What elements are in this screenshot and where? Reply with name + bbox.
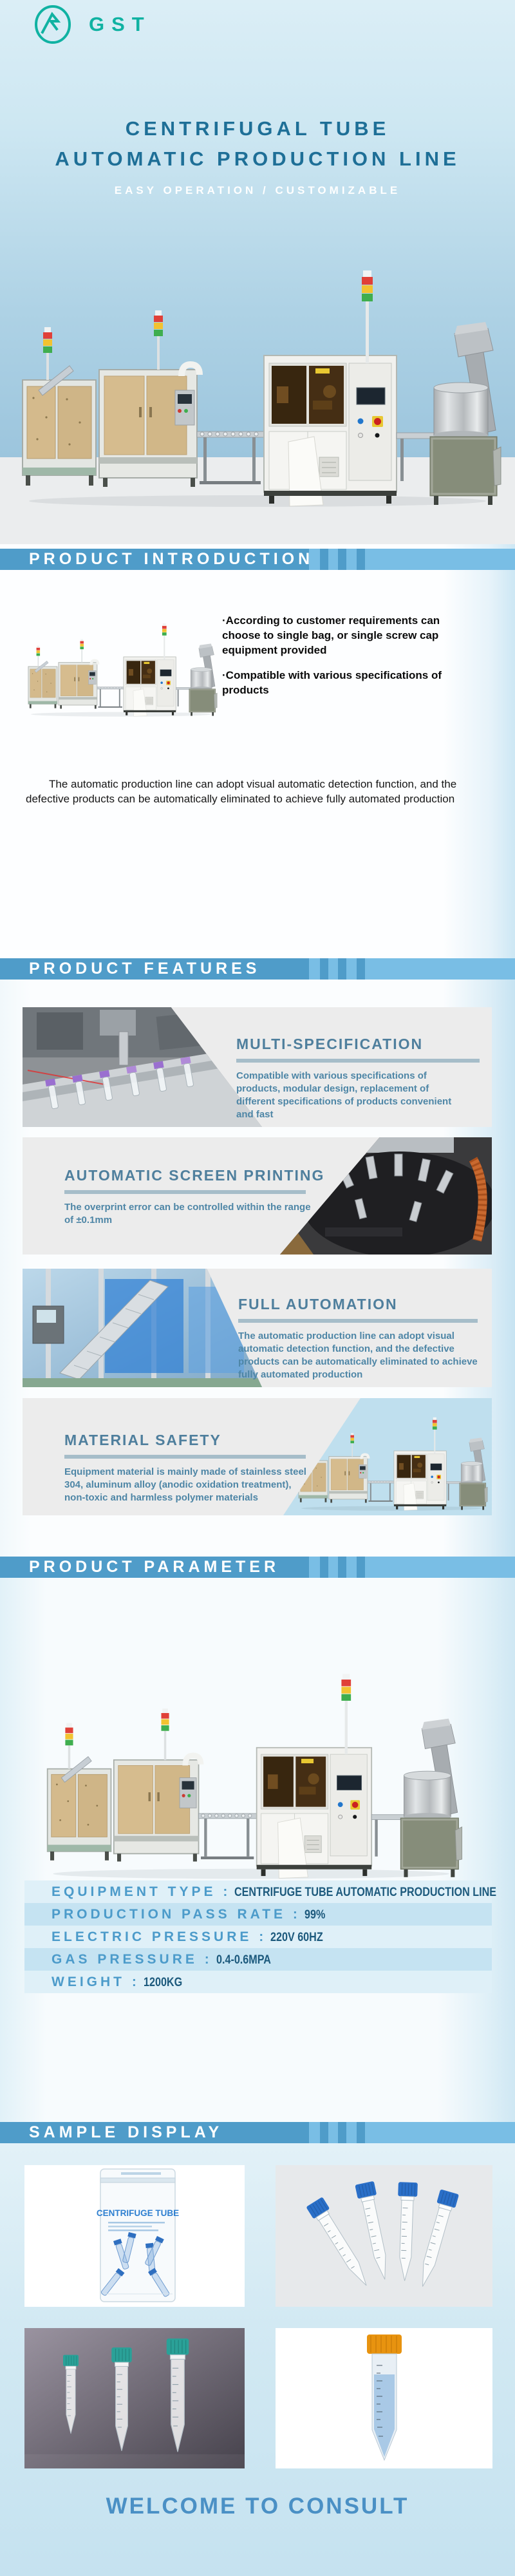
sample-photo-blue-cap-tubes	[276, 2165, 492, 2307]
header-stripe	[320, 549, 328, 570]
brand-name: GST	[89, 13, 151, 35]
section-title: PRODUCT INTRODUCTION	[29, 550, 314, 568]
parameter-label: PRODUCTION PASS RATE :	[52, 1907, 301, 1922]
sample-photo-teal-cap-tubes	[24, 2328, 245, 2468]
header-stripe	[320, 958, 328, 980]
parameter-row-electric-pressure	[24, 1926, 492, 1948]
sample-photo-orange-cap-tube	[276, 2328, 492, 2468]
feature-textbox	[64, 1432, 322, 1504]
feature-text: Compatible with various specifications of products, modular design, replacement of different specifications of products convenient and fast	[236, 1070, 452, 1120]
parameter-value: 99%	[304, 1908, 326, 1922]
feature-card-full-automation	[23, 1269, 492, 1387]
introduction-production-line-photo	[24, 611, 218, 717]
feature-textbox	[236, 1036, 482, 1121]
section-header-sample	[0, 2122, 515, 2143]
introduction-bullet-1: ·According to customer requirements can choose to single bag, or single screw cap equipment provided	[222, 614, 440, 656]
header-stripe	[338, 2122, 346, 2143]
sample-photo-tube-bag	[24, 2165, 245, 2307]
parameter-value: 220V 60HZ	[270, 1931, 323, 1944]
parameter-row-pass-rate	[24, 1903, 492, 1926]
page-title-line1: CENTRIFUGAL TUBE	[125, 117, 390, 140]
feature-title: MULTI-SPECIFICATION	[236, 1036, 424, 1052]
section-header-parameter	[0, 1557, 515, 1578]
parameter-row-weight	[24, 1971, 492, 1993]
parameter-label: GAS PRESSURE :	[52, 1952, 212, 1967]
header-stripe	[357, 958, 365, 980]
header-stripe	[338, 1557, 346, 1578]
header-stripe	[357, 549, 365, 570]
header-stripe	[338, 549, 346, 570]
section-title: PRODUCT PARAMETER	[29, 1558, 280, 1576]
introduction-bullet-2: ·Compatible with various specifications of products	[222, 669, 442, 696]
header-stripe	[338, 958, 346, 980]
feature-underline	[64, 1455, 306, 1459]
feature-underline	[236, 1059, 480, 1063]
header-stripe	[357, 1557, 365, 1578]
feature-photo-multi-specification	[23, 1007, 262, 1127]
feature-card-screen-printing	[23, 1137, 492, 1255]
feature-title: AUTOMATIC SCREEN PRINTING	[64, 1167, 325, 1184]
parameter-label: WEIGHT :	[52, 1975, 140, 1989]
feature-underline	[238, 1319, 478, 1323]
introduction-bullet-list	[222, 613, 444, 708]
section-title: SAMPLE DISPLAY	[29, 2123, 223, 2141]
feature-text: The overprint error can be controlled within the range of ±0.1mm	[64, 1202, 311, 1226]
introduction-paragraph: The automatic production line can adopt visual automatic detection function, and the defective products can be automatically eliminated to achieve fully automated production	[26, 778, 457, 805]
feature-card-multi-specification	[23, 1007, 492, 1127]
parameter-value: CENTRIFUGE TUBE AUTOMATIC PRODUCTION LINE	[234, 1886, 497, 1899]
parameter-value: 0.4-0.6MPA	[216, 1953, 271, 1967]
section-header-introduction	[0, 549, 515, 570]
parameter-label: EQUIPMENT TYPE :	[52, 1884, 231, 1899]
parameter-value: 1200KG	[143, 1976, 182, 1989]
feature-title: FULL AUTOMATION	[238, 1296, 398, 1312]
feature-text: The automatic production line can adopt visual automatic detection function, and the defective products can be automatically eliminated to achieve fully automated production	[238, 1331, 478, 1380]
parameter-row-gas-pressure	[24, 1948, 492, 1971]
section-header-features	[0, 958, 515, 980]
brand-logo	[32, 4, 200, 45]
welcome-text: WELCOME TO CONSULT	[106, 2494, 409, 2519]
header-stripe	[357, 2122, 365, 2143]
feature-underline	[64, 1190, 306, 1194]
gst-logo-icon	[32, 5, 77, 46]
section-title: PRODUCT FEATURES	[29, 960, 261, 978]
page-tagline: EASY OPERATION / CUSTOMIZABLE	[114, 184, 401, 196]
header-stripe	[320, 2122, 328, 2143]
header-stripe	[320, 1557, 328, 1578]
parameter-row-equipment-type	[24, 1880, 497, 1903]
feature-card-material-safety	[23, 1398, 492, 1515]
introduction-section-background	[0, 544, 515, 958]
parameter-label: ELECTRIC PRESSURE :	[52, 1929, 267, 1944]
parameter-table	[24, 1880, 497, 1993]
hero-production-line-photo	[13, 238, 502, 509]
feature-text: Equipment material is mainly made of stainless steel 304, aluminum alloy (anodic oxidation treatment), non-toxic and harmless polymer materials	[64, 1466, 306, 1503]
page-title-line2: AUTOMATIC PRODUCTION LINE	[55, 147, 460, 170]
bag-label-text: CENTRIFUGE TUBE	[96, 2208, 180, 2218]
feature-title: MATERIAL SAFETY	[64, 1432, 221, 1448]
page-title	[0, 113, 515, 174]
parameter-production-line-photo	[39, 1646, 464, 1880]
feature-photo-full-automation	[23, 1269, 262, 1387]
feature-textbox	[238, 1296, 486, 1381]
feature-textbox	[64, 1167, 325, 1227]
